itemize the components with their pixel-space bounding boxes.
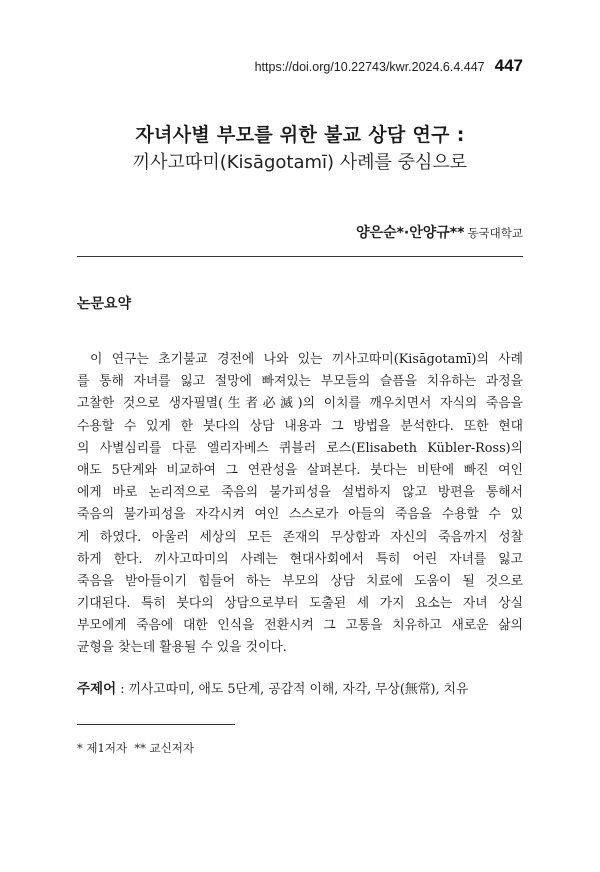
page-number: 447 (494, 56, 523, 75)
abstract-line: 이 연구는 초기불교 경전에 나와 있는 끼사고따미(Kisāgotamī)의 사례 (90, 352, 523, 367)
paper-subtitle: 끼사고따미(Kisāgotamī) 사례를 중심으로 (132, 152, 468, 173)
author-block (356, 222, 523, 242)
keywords-separator: : (116, 682, 129, 697)
abstract-line: 균형을 찾는데 활용될 수 있을 것이다. (77, 640, 287, 656)
abstract-line: 고찰한 것으로 생자필멸(生者必滅)의 이치를 깨우치면서 자식의 죽음을 (77, 396, 523, 412)
paper-title: 자녀사별 부모를 위한 불교 상담 연구 : (135, 124, 465, 146)
abstract-line: 기대된다. 특히 붓다의 상담으로부터 도출된 세 가지 요소는 자녀 상실 (77, 596, 523, 612)
abstract-line: 부모에게 죽음에 대한 인식을 전환시켜 그 고통을 치유하고 새로운 삶의 (77, 618, 523, 634)
abstract-heading: 논문요약 (77, 296, 132, 312)
keywords (77, 680, 523, 699)
abstract-line: 를 통해 자녀를 잃고 절망에 빠져있는 부모들의 슬픔을 치유하는 과정을 (77, 374, 523, 390)
keywords-label: 주제어 (77, 681, 117, 697)
abstract-line: 애도 5단계와 비교하여 그 연관성을 살펴본다. 붓다는 비탄에 빠진 여인 (77, 462, 523, 478)
abstract-line: 수용할 수 있게 한 붓다의 상담 내용과 그 방법을 분석한다. 또한 현대 (77, 418, 523, 434)
header-divider (77, 256, 523, 257)
abstract-line: 죽음의 불가피성을 자각시켜 여인 스스로가 아들의 죽음을 수용할 수 있 (77, 507, 523, 523)
footnote: * 제1저자 ** 교신저자 (77, 741, 194, 755)
footnote-divider (77, 724, 235, 725)
abstract-line: 하게 한다. 끼사고따미의 사례는 현대사회에서 특히 어린 자녀를 잃고 (77, 551, 523, 567)
doi-link[interactable]: https://doi.org/10.22743/kwr.2024.6.4.447 (254, 60, 485, 74)
abstract-line: 게 하였다. 아울러 세상의 모든 존재의 무상함과 자신의 죽음까지 성찰 (77, 529, 523, 545)
abstract-line: 의 사별심리를 다룬 엘리자베스 퀴블러 로스(Elisabeth Kübler-Ross)의 (77, 440, 523, 456)
abstract-body (77, 349, 523, 660)
author-affiliation: 동국대학교 (467, 226, 523, 240)
abstract-line: 죽음을 받아들이기 힘들어 하는 부모의 상담 치료에 도움이 될 것으로 (77, 573, 523, 589)
page-header (255, 56, 523, 80)
author-names: 양은순*·안양규** (356, 225, 465, 241)
keywords-text: 끼사고따미, 애도 5단계, 공감적 이해, 자각, 무상(無常), 치유 (128, 682, 469, 697)
abstract-line: 에게 바로 논리적으로 죽음의 불가피성을 설법하지 않고 방편을 통해서 (77, 485, 523, 501)
